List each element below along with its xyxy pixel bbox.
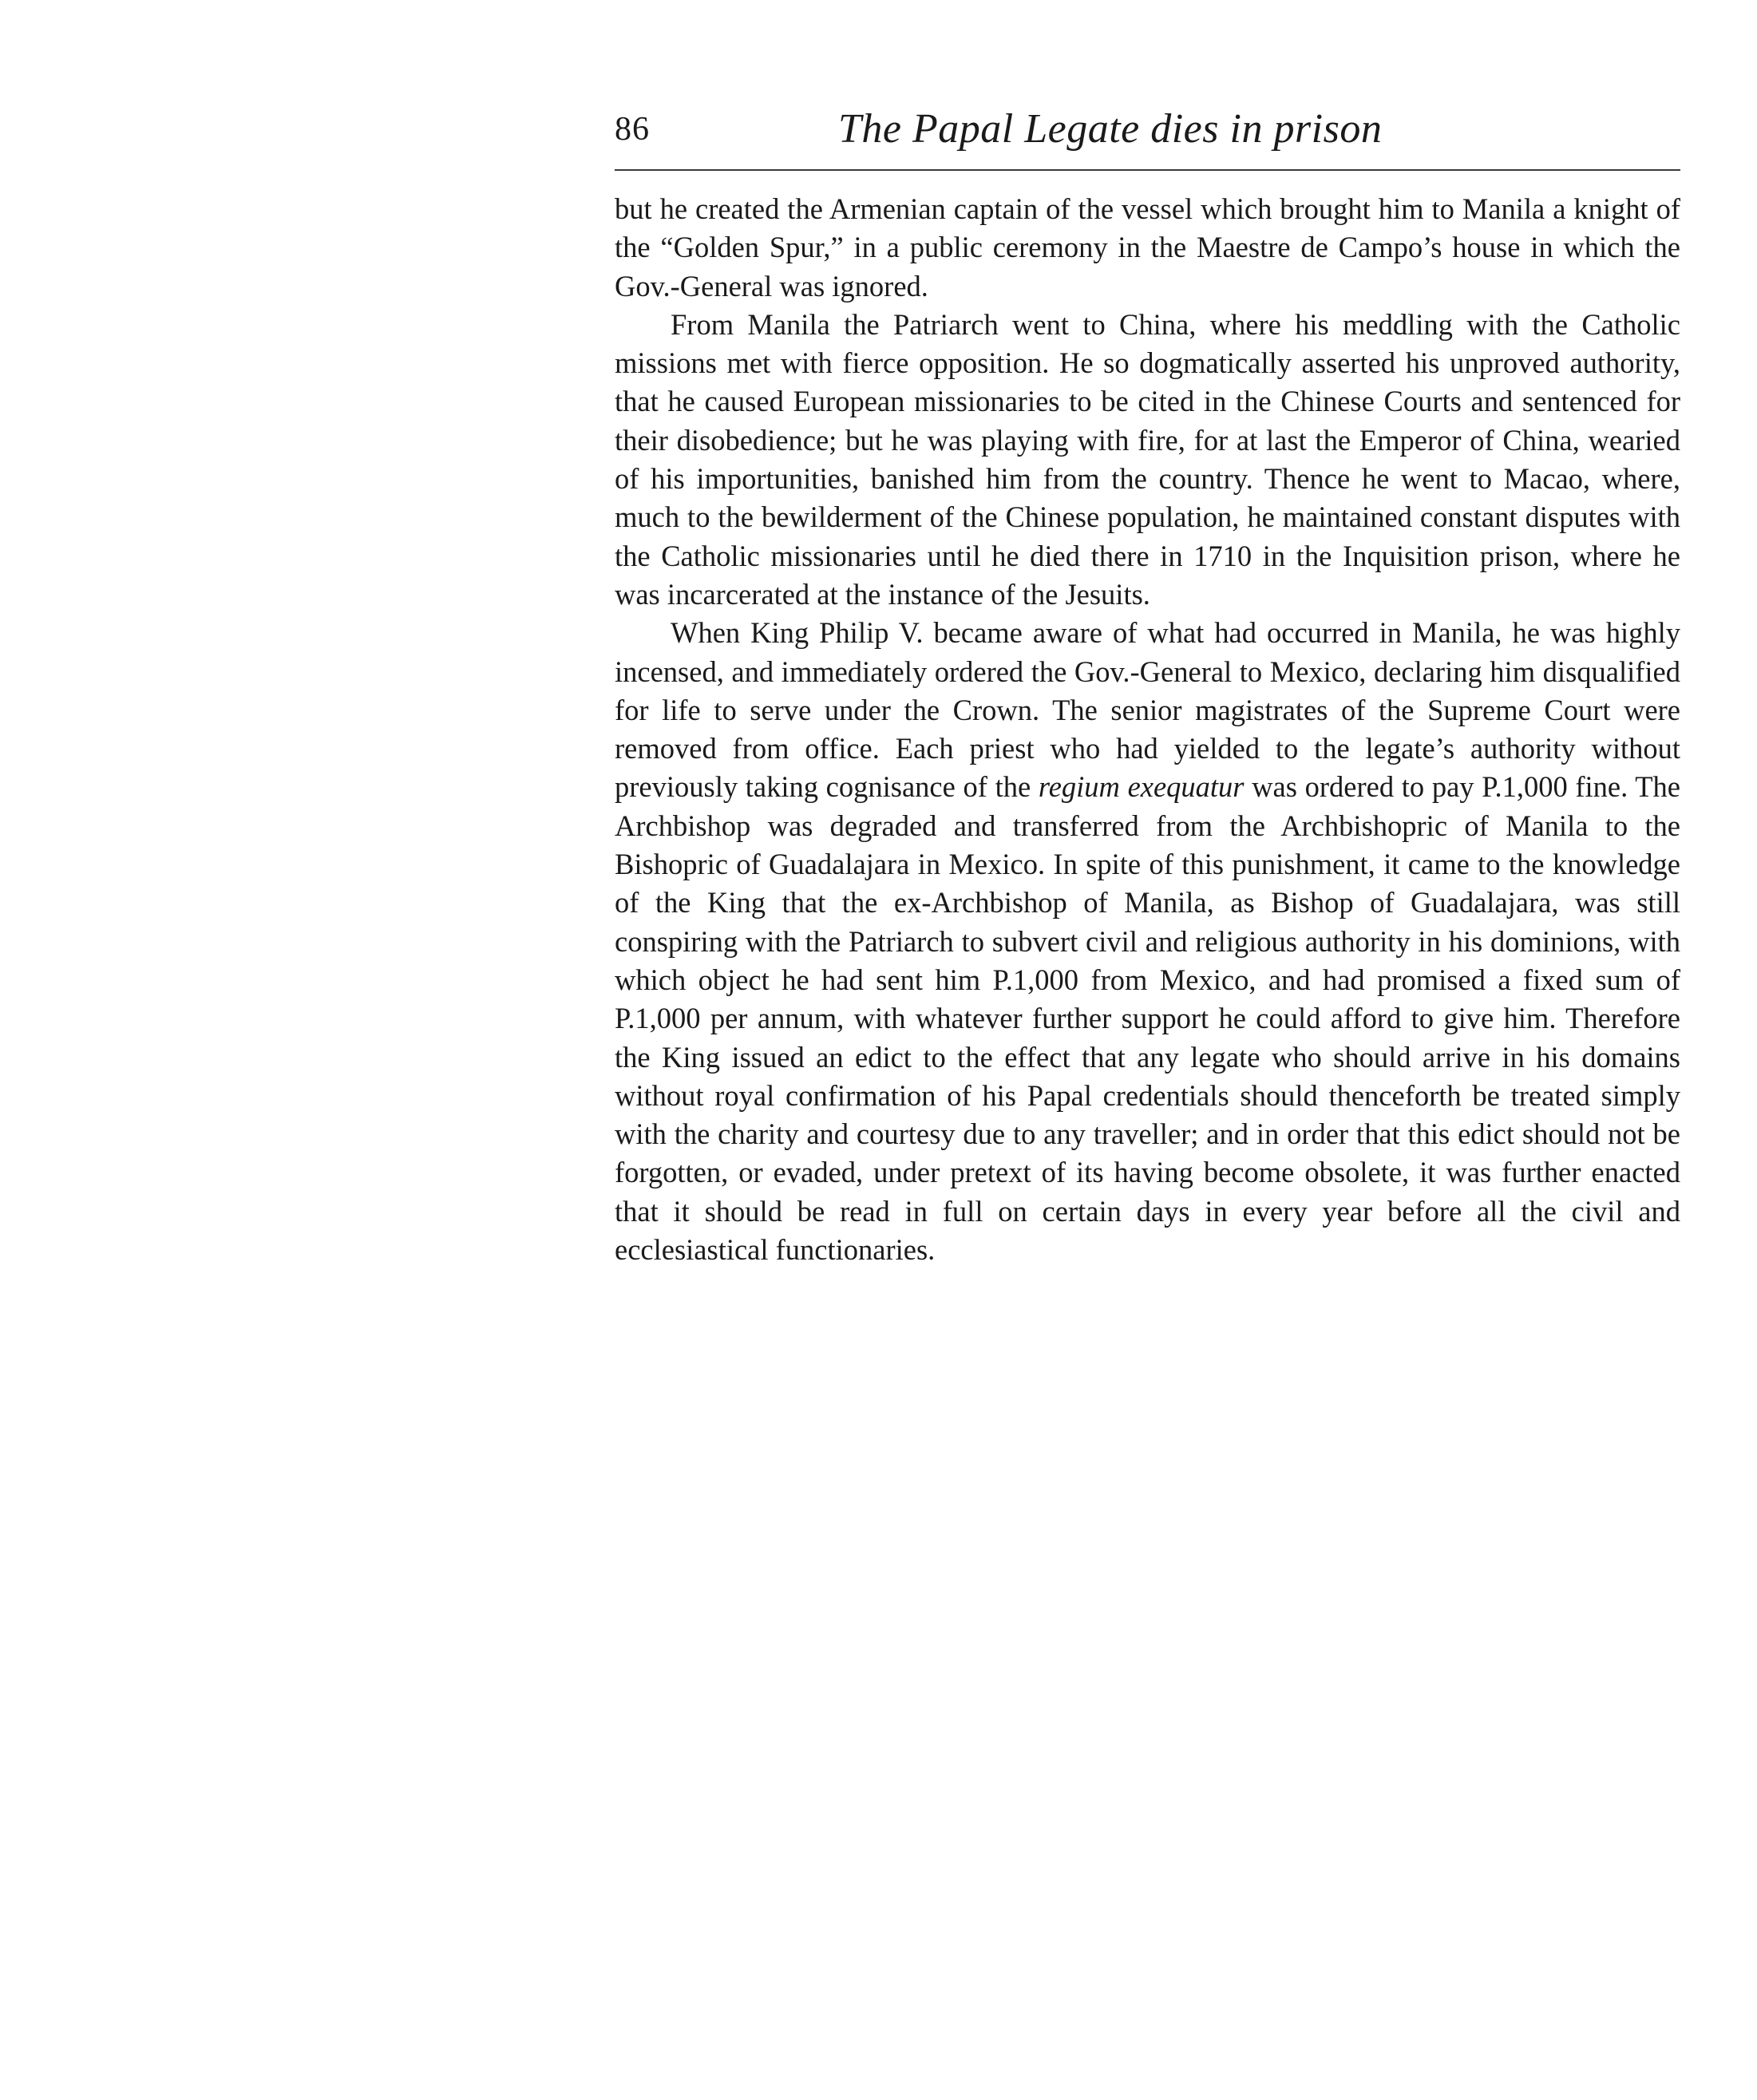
paragraph-3	[615, 614, 1680, 1269]
paragraph-2-text: From Manila the Patriarch went to China, where his meddling with the Catholic missions met with fierce opposition. He so dogmatically asserted his unproved authority, that he caused European missionaries to be cited in the Chinese Courts and sentenced for their disobedience; but he was playing with fire, for at last the Emperor of China, wearied of his importunities, banished him from the country. Thence he went to Macao, where, much to the bewilderment of the Chinese population, he maintained constant disputes with the Catholic missionaries until he died there in 1710 in the Inquisition prison, where he was incarcerated at the instance of the Jesuits.	[615, 307, 1680, 611]
paragraph-3-italic-term: regium exequatur	[1038, 770, 1245, 804]
paragraph-1	[615, 190, 1680, 306]
running-title: The Papal Legate dies in prison	[838, 106, 1383, 152]
page-number: 86	[615, 111, 650, 148]
paragraph-2	[615, 306, 1680, 614]
body-text	[615, 190, 1680, 1269]
running-head	[615, 105, 1680, 161]
paragraph-3-text-after: was ordered to pay P.1,000 fine. The Archbishop was degraded and transferred from the Archbishopric of Manila to the Bishopric of Guadalajara in Mexico. In spite of this punishment, it came to the knowledge of the King that the ex-Archbishop of Manila, as Bishop of Guadalajara, was still conspiring with the Patriarch to subvert civil and religious authority in his dominions, with which object he had sent him P.1,000 from Mexico, and had promised a fixed sum of P.1,000 per annum, with whatever further support he could afford to give him. Therefore the King issued an edict to the effect that any legate who should arrive in his domains without royal confirmation of his Papal credentials should thenceforth be treated simply with the charity and courtesy due to any traveller; and in order that this edict should not be forgotten, or evaded, under pretext of its having become obsolete, it was further enacted that it should be read in full on certain days in every year before all the civil and ecclesiastical functionaries.	[615, 770, 1681, 1267]
header-rule	[615, 169, 1680, 171]
paragraph-1-text: but he created the Armenian captain of the vessel which brought him to Manila a knight of the “Golden Spur,” in a public ceremony in the Maestre de Campo’s house in which the Gov.-General was ignored.	[615, 192, 1680, 303]
paragraph-3-text-before: When King Philip V. became aware of what had occurred in Manila, he was highly incensed, and immediately ordered the Gov.-General to Mexico, declaring him disqualified for life to serve under the Crown. The senior magistrates of the Supreme Court were removed from office. Each priest who had yielded to the legate’s authority without previously taking cognisance of the	[615, 616, 1680, 804]
